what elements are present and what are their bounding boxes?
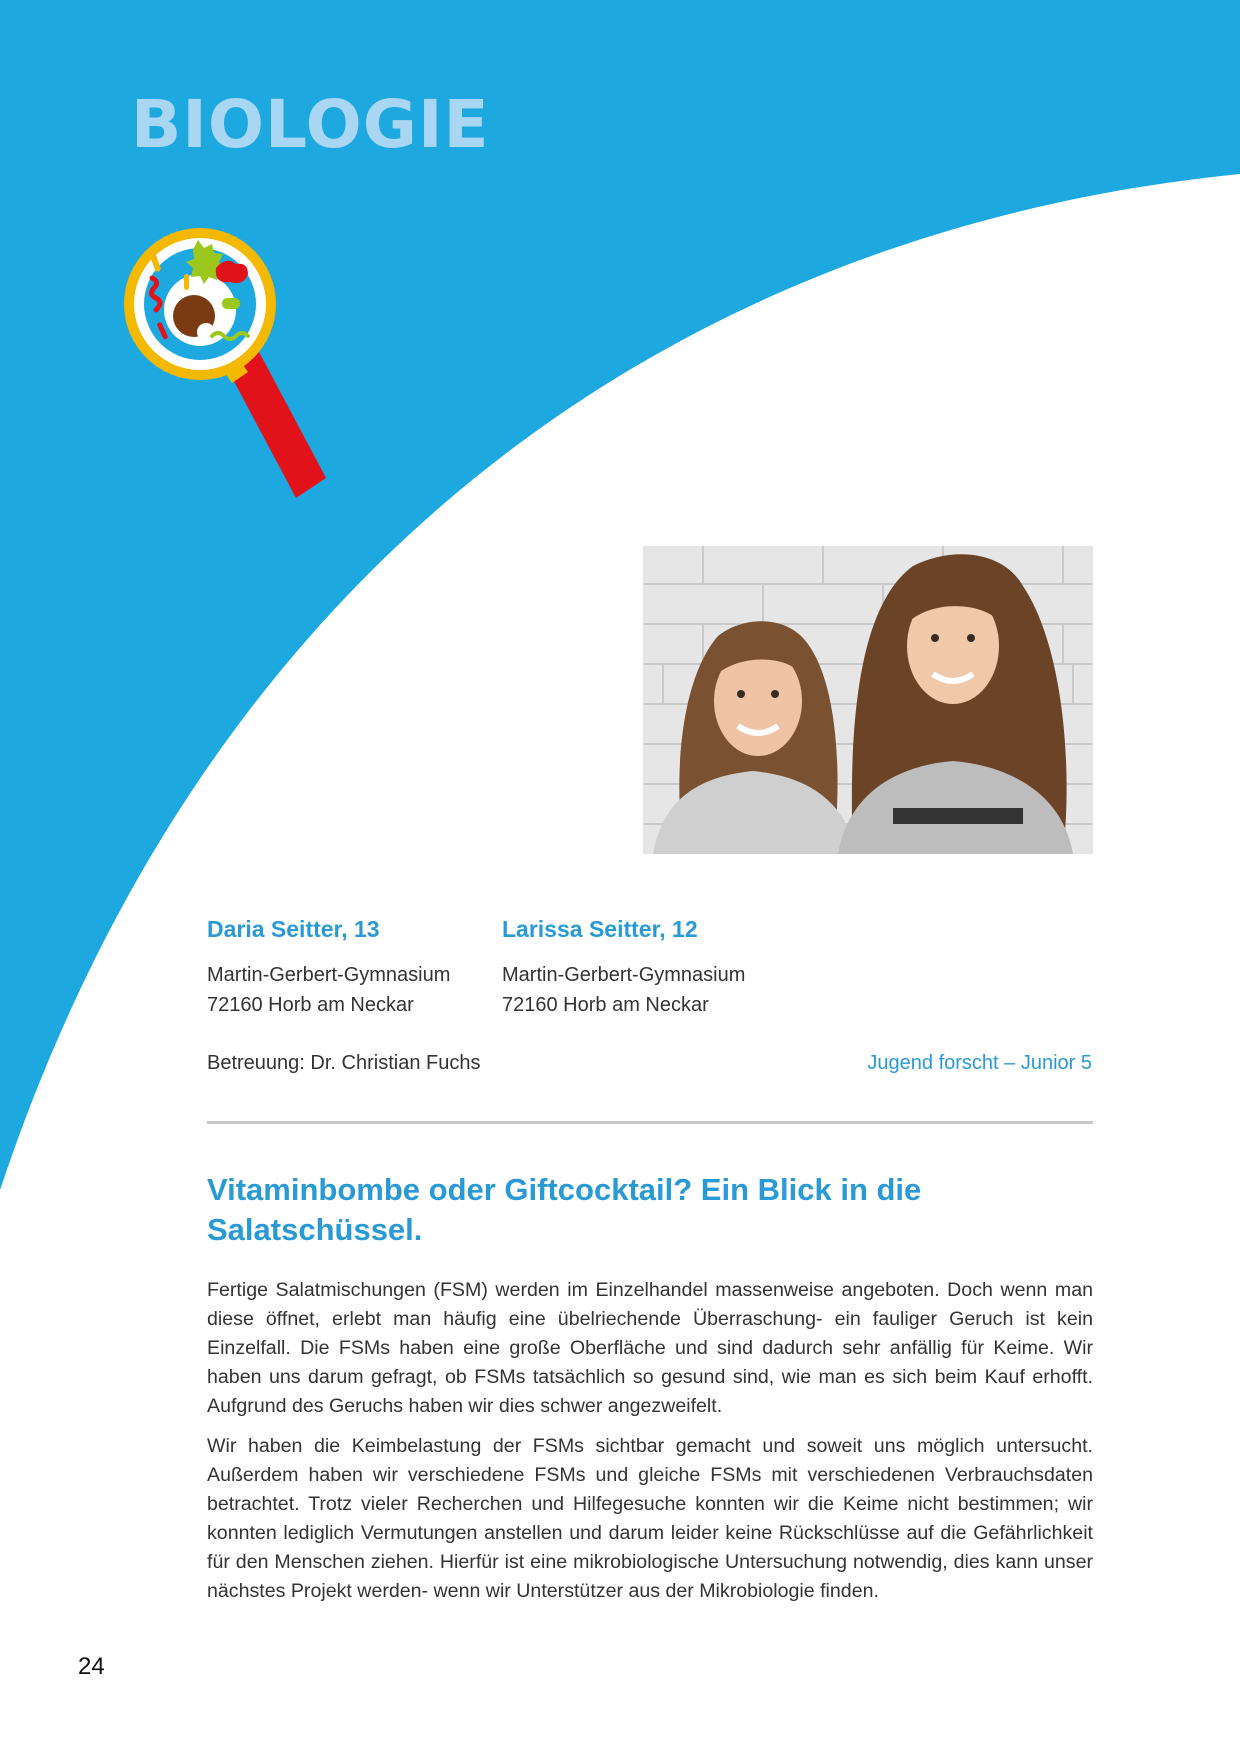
competition-label: Jugend forscht – Junior 5 [867,1052,1092,1074]
participant-school-2: Martin-Gerbert-Gymnasium [502,964,746,986]
project-description [207,1276,1093,1617]
participant-school-1: Martin-Gerbert-Gymnasium [207,964,451,986]
participant-city-2: 72160 Horb am Neckar [502,994,709,1016]
participant-school-block-1 [207,960,450,1020]
section-title: BIOLOGIE [131,86,490,163]
page-number: 24 [78,1653,105,1680]
participant-city-1: 72160 Horb am Neckar [207,994,414,1016]
description-paragraph-2: Wir haben die Keimbelastung der FSMs sichtbar gemacht und soweit uns möglich untersucht. Außerdem haben wir verschiedene FSMs und gleiche FSMs mit verschiedenen Verbrauchsdaten betrachtet. Trotz vieler Recherchen und Hilfegesuche konnten wir die Keime nicht bestimmen; wir konnten lediglich Vermutungen anstellen und darum leider keine Rückschlüsse auf die Gefährlichkeit für den Menschen ziehen. Hierfür ist eine mikrobiologische Untersuchung notwendig, dies kann unser nächstes Projekt werden- wenn wir Unterstützer aus der Mikrobiologie finden. [207,1435,1093,1602]
project-title: Vitaminbombe oder Giftcocktail? Ein Blick in die Salatschüssel. [207,1172,922,1247]
participant-name-2: Larissa Seitter, 12 [502,916,698,942]
magnifying-glass-microbes-icon [116,220,336,500]
student-portrait-photo [643,546,1093,854]
supervisor-label: Betreuung: Dr. Christian Fuchs [207,1052,481,1074]
participant-name-1: Daria Seitter, 13 [207,916,380,942]
section-divider [207,1121,1093,1124]
participant-school-block-2 [502,960,745,1020]
description-paragraph-1: Fertige Salatmischungen (FSM) werden im Einzelhandel massenweise angeboten. Doch wenn man diese öffnet, erlebt man häufig eine übelriechende Überraschung- ein fauliger Geruch ist kein Einzelfall. Die FSMs haben eine große Oberfläche und sind dadurch sehr anfällig für Keime. Wir haben uns darum gefragt, ob FSMs tatsächlich so gesund sind, wie man es sich beim Kauf erhofft. Aufgrund des Geruchs haben wir dies schwer angezweifelt. [207,1279,1093,1417]
